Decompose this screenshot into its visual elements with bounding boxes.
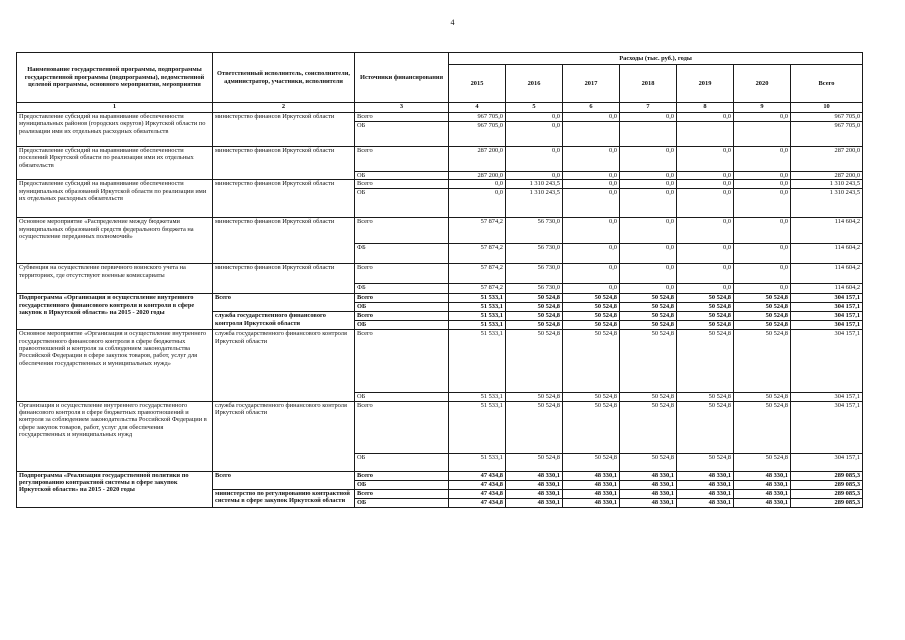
program-name-cell: Подпрограмма «Организация и осуществление внутреннего государственного финансового контроля и контроля в сфере закупок в Иркутской области» на 2015 - 2020 годы xyxy=(17,294,213,330)
amount-cell: 0,0 xyxy=(620,189,677,218)
table-row xyxy=(17,113,863,122)
total-cell: 304 157,1 xyxy=(791,312,863,321)
source-cell: ФБ xyxy=(355,284,449,294)
amount-cell: 51 533,1 xyxy=(449,393,506,401)
program-name-cell: Субвенция на осуществление первичного воинского учета на территориях, где отсутствуют военные комиссариаты xyxy=(17,264,213,294)
amount-cell: 48 330,1 xyxy=(677,489,734,498)
table-row xyxy=(17,218,863,244)
amount-cell: 50 524,8 xyxy=(677,393,734,401)
amount-cell: 0,0 xyxy=(734,172,791,180)
header-name: Наименование государственной программы, подпрограммы государственной программы (подпрограммы), ведомственной целевой программы, основного мероприятия, мероприятия xyxy=(17,53,213,103)
amount-cell: 50 524,8 xyxy=(677,321,734,330)
column-number: 6 xyxy=(563,103,620,113)
source-cell: ОБ xyxy=(355,498,449,507)
amount-cell: 48 330,1 xyxy=(620,471,677,480)
total-cell: 289 085,3 xyxy=(791,471,863,480)
amount-cell: 0,0 xyxy=(677,147,734,172)
amount-cell: 50 524,8 xyxy=(506,401,563,453)
amount-cell: 50 524,8 xyxy=(563,453,620,471)
amount-cell: 51 533,1 xyxy=(449,294,506,303)
header-year: 2017 xyxy=(563,65,620,103)
amount-cell: 48 330,1 xyxy=(734,471,791,480)
total-cell: 304 157,1 xyxy=(791,321,863,330)
amount-cell: 0,0 xyxy=(734,180,791,189)
total-cell: 967 705,0 xyxy=(791,122,863,147)
amount-cell: 48 330,1 xyxy=(563,498,620,507)
source-cell: ОБ xyxy=(355,453,449,471)
amount-cell: 0,0 xyxy=(734,284,791,294)
amount-cell: 0,0 xyxy=(677,189,734,218)
amount-cell: 1 310 243,5 xyxy=(506,189,563,218)
source-cell: ОБ xyxy=(355,480,449,489)
amount-cell: 967 705,0 xyxy=(449,113,506,122)
program-name-cell: Предоставление субсидий на выравнивание обеспеченности муниципальных районов (городских округов) Иркутской области по реализации ими их отдельных расходных обязательств xyxy=(17,113,213,147)
executor-cell: служба государственного финансового контроля Иркутской области xyxy=(213,401,355,471)
program-name-cell: Основное мероприятие «Распределение между бюджетами муниципальных образований средств федерального бюджета на осуществление переданных полномочий» xyxy=(17,218,213,264)
executor-cell: министерство финансов Иркутской области xyxy=(213,218,355,264)
source-cell: ОБ xyxy=(355,189,449,218)
executor-cell: министерство финансов Иркутской области xyxy=(213,147,355,180)
executor-cell: министерство финансов Иркутской области xyxy=(213,264,355,294)
amount-cell: 50 524,8 xyxy=(506,321,563,330)
financing-table xyxy=(16,52,863,508)
source-cell: Всего xyxy=(355,401,449,453)
amount-cell: 0,0 xyxy=(506,147,563,172)
amount-cell xyxy=(620,122,677,147)
amount-cell: 48 330,1 xyxy=(677,471,734,480)
column-number: 7 xyxy=(620,103,677,113)
column-number: 5 xyxy=(506,103,563,113)
amount-cell: 50 524,8 xyxy=(734,453,791,471)
source-cell: ОБ xyxy=(355,321,449,330)
amount-cell: 56 730,0 xyxy=(506,244,563,264)
amount-cell: 48 330,1 xyxy=(563,489,620,498)
amount-cell: 0,0 xyxy=(449,180,506,189)
amount-cell: 50 524,8 xyxy=(506,303,563,312)
amount-cell: 57 874,2 xyxy=(449,264,506,284)
amount-cell: 0,0 xyxy=(620,180,677,189)
total-cell: 304 157,1 xyxy=(791,294,863,303)
total-cell: 304 157,1 xyxy=(791,330,863,393)
executor-cell: министерство финансов Иркутской области xyxy=(213,180,355,218)
amount-cell: 0,0 xyxy=(620,172,677,180)
column-number: 10 xyxy=(791,103,863,113)
amount-cell: 50 524,8 xyxy=(734,401,791,453)
amount-cell: 0,0 xyxy=(620,264,677,284)
amount-cell: 57 874,2 xyxy=(449,244,506,264)
source-cell: Всего xyxy=(355,180,449,189)
amount-cell xyxy=(563,122,620,147)
amount-cell: 0,0 xyxy=(563,244,620,264)
total-cell: 304 157,1 xyxy=(791,453,863,471)
amount-cell: 48 330,1 xyxy=(734,489,791,498)
amount-cell: 48 330,1 xyxy=(506,471,563,480)
column-number: 3 xyxy=(355,103,449,113)
table-row xyxy=(17,471,863,480)
total-cell: 289 085,3 xyxy=(791,480,863,489)
executor-cell: министерство финансов Иркутской области xyxy=(213,113,355,147)
total-cell: 287 200,0 xyxy=(791,147,863,172)
amount-cell: 56 730,0 xyxy=(506,284,563,294)
program-name-cell: Предоставление субсидий на выравнивание обеспеченности поселений Иркутской области по реализации ими их отдельных обязательств xyxy=(17,147,213,180)
amount-cell: 0,0 xyxy=(563,113,620,122)
amount-cell: 50 524,8 xyxy=(563,294,620,303)
total-cell: 287 200,0 xyxy=(791,172,863,180)
amount-cell: 0,0 xyxy=(563,284,620,294)
amount-cell: 50 524,8 xyxy=(620,303,677,312)
total-cell: 1 310 243,5 xyxy=(791,189,863,218)
amount-cell: 287 200,0 xyxy=(449,172,506,180)
total-cell: 289 085,3 xyxy=(791,489,863,498)
amount-cell: 0,0 xyxy=(734,244,791,264)
source-cell: ФБ xyxy=(355,244,449,264)
amount-cell: 51 533,1 xyxy=(449,312,506,321)
column-number: 2 xyxy=(213,103,355,113)
amount-cell: 50 524,8 xyxy=(734,303,791,312)
column-number: 8 xyxy=(677,103,734,113)
source-cell: Всего xyxy=(355,264,449,284)
amount-cell: 0,0 xyxy=(734,113,791,122)
total-cell: 967 705,0 xyxy=(791,113,863,122)
amount-cell: 48 330,1 xyxy=(677,498,734,507)
amount-cell: 57 874,2 xyxy=(449,284,506,294)
amount-cell xyxy=(734,122,791,147)
amount-cell: 48 330,1 xyxy=(506,480,563,489)
amount-cell: 967 705,0 xyxy=(449,122,506,147)
amount-cell: 0,0 xyxy=(620,244,677,264)
source-cell: Всего xyxy=(355,312,449,321)
total-cell: 289 085,3 xyxy=(791,498,863,507)
amount-cell: 48 330,1 xyxy=(563,480,620,489)
header-source: Источники финансирования xyxy=(355,53,449,103)
total-cell: 1 310 243,5 xyxy=(791,180,863,189)
amount-cell: 50 524,8 xyxy=(506,312,563,321)
amount-cell: 0,0 xyxy=(506,172,563,180)
amount-cell: 50 524,8 xyxy=(620,312,677,321)
amount-cell: 51 533,1 xyxy=(449,453,506,471)
amount-cell: 50 524,8 xyxy=(620,401,677,453)
amount-cell: 47 434,8 xyxy=(449,489,506,498)
amount-cell: 50 524,8 xyxy=(734,294,791,303)
amount-cell: 0,0 xyxy=(449,189,506,218)
amount-cell: 48 330,1 xyxy=(506,489,563,498)
amount-cell: 50 524,8 xyxy=(563,393,620,401)
amount-cell: 50 524,8 xyxy=(506,294,563,303)
amount-cell: 48 330,1 xyxy=(734,480,791,489)
source-cell: Всего xyxy=(355,471,449,480)
amount-cell: 56 730,0 xyxy=(506,218,563,244)
table-row xyxy=(17,294,863,303)
amount-cell: 0,0 xyxy=(734,189,791,218)
amount-cell: 0,0 xyxy=(620,147,677,172)
source-cell: Всего xyxy=(355,294,449,303)
amount-cell: 0,0 xyxy=(734,264,791,284)
total-cell: 114 604,2 xyxy=(791,284,863,294)
amount-cell: 50 524,8 xyxy=(563,312,620,321)
amount-cell: 0,0 xyxy=(677,172,734,180)
amount-cell: 50 524,8 xyxy=(620,294,677,303)
header-year: 2015 xyxy=(449,65,506,103)
total-cell: 304 157,1 xyxy=(791,303,863,312)
source-cell: ОБ xyxy=(355,122,449,147)
executor-cell: министерство по регулированию контрактной системы в сфере закупок Иркутской области xyxy=(213,489,355,507)
table-row xyxy=(17,264,863,284)
amount-cell: 0,0 xyxy=(563,218,620,244)
program-name-cell: Предоставление субсидий на выравнивание обеспеченности муниципальных образований Иркутской области по реализации ими их отдельных расходных обязательств xyxy=(17,180,213,218)
source-cell: ОБ xyxy=(355,303,449,312)
amount-cell: 0,0 xyxy=(677,180,734,189)
header-executor: Ответственный исполнитель, соисполнители, администратор, участники, исполнители xyxy=(213,53,355,103)
amount-cell: 0,0 xyxy=(620,284,677,294)
column-number: 1 xyxy=(17,103,213,113)
amount-cell: 0,0 xyxy=(506,122,563,147)
executor-cell: служба государственного финансового контроля Иркутской области xyxy=(213,312,355,330)
total-cell: 114 604,2 xyxy=(791,264,863,284)
program-name-cell: Подпрограмма «Реализация государственной политики по регулированию контрактной системы в сфере закупок Иркутской области» на 2015 - 2020 годы xyxy=(17,471,213,507)
source-cell: Всего xyxy=(355,147,449,172)
amount-cell: 0,0 xyxy=(563,147,620,172)
amount-cell: 287 200,0 xyxy=(449,147,506,172)
amount-cell: 57 874,2 xyxy=(449,218,506,244)
program-name-cell: Организация и осуществление внутреннего государственного финансового контроля в сфере бюджетных правоотношений и контроля за соблюдением законодательства Российской Федерации в сфере закупок товаров, работ, услуг для обеспечения государственных и муниципальных нужд xyxy=(17,401,213,471)
total-cell: 114 604,2 xyxy=(791,244,863,264)
amount-cell: 0,0 xyxy=(734,147,791,172)
amount-cell: 0,0 xyxy=(677,244,734,264)
amount-cell: 0,0 xyxy=(677,113,734,122)
header-year: 2020 xyxy=(734,65,791,103)
header-year: 2019 xyxy=(677,65,734,103)
amount-cell: 50 524,8 xyxy=(563,330,620,393)
amount-cell: 0,0 xyxy=(620,218,677,244)
source-cell: Всего xyxy=(355,489,449,498)
amount-cell: 50 524,8 xyxy=(563,321,620,330)
total-cell: 304 157,1 xyxy=(791,393,863,401)
amount-cell: 0,0 xyxy=(620,113,677,122)
amount-cell: 50 524,8 xyxy=(620,393,677,401)
amount-cell: 50 524,8 xyxy=(734,393,791,401)
amount-cell: 0,0 xyxy=(563,189,620,218)
amount-cell: 50 524,8 xyxy=(677,453,734,471)
amount-cell: 50 524,8 xyxy=(677,312,734,321)
amount-cell: 0,0 xyxy=(677,264,734,284)
amount-cell: 51 533,1 xyxy=(449,303,506,312)
header-total: Всего xyxy=(791,65,863,103)
column-numbers-row xyxy=(17,103,863,113)
amount-cell: 50 524,8 xyxy=(620,453,677,471)
amount-cell: 56 730,0 xyxy=(506,264,563,284)
source-cell: Всего xyxy=(355,330,449,393)
total-cell: 114 604,2 xyxy=(791,218,863,244)
amount-cell: 50 524,8 xyxy=(677,330,734,393)
executor-cell: Всего xyxy=(213,471,355,489)
amount-cell: 0,0 xyxy=(563,172,620,180)
table-row xyxy=(17,180,863,189)
executor-cell: служба государственного финансового контроля Иркутской области xyxy=(213,330,355,401)
amount-cell: 48 330,1 xyxy=(620,480,677,489)
table-row xyxy=(17,401,863,453)
source-cell: ОБ xyxy=(355,393,449,401)
table-row xyxy=(17,147,863,172)
amount-cell: 48 330,1 xyxy=(506,498,563,507)
amount-cell: 47 434,8 xyxy=(449,480,506,489)
amount-cell: 0,0 xyxy=(677,284,734,294)
amount-cell: 50 524,8 xyxy=(677,303,734,312)
source-cell: Всего xyxy=(355,218,449,244)
amount-cell: 0,0 xyxy=(734,218,791,244)
amount-cell: 50 524,8 xyxy=(563,303,620,312)
table-row xyxy=(17,330,863,393)
amount-cell: 50 524,8 xyxy=(506,453,563,471)
amount-cell: 47 434,8 xyxy=(449,498,506,507)
amount-cell: 50 524,8 xyxy=(620,330,677,393)
amount-cell: 51 533,1 xyxy=(449,330,506,393)
header-expenses: Расходы (тыс. руб.), годы xyxy=(449,53,863,65)
total-cell: 304 157,1 xyxy=(791,401,863,453)
amount-cell: 50 524,8 xyxy=(506,330,563,393)
page-number: 4 xyxy=(450,18,455,27)
amount-cell: 48 330,1 xyxy=(620,489,677,498)
amount-cell: 0,0 xyxy=(563,180,620,189)
amount-cell: 48 330,1 xyxy=(563,471,620,480)
amount-cell: 48 330,1 xyxy=(677,480,734,489)
amount-cell: 47 434,8 xyxy=(449,471,506,480)
program-name-cell: Основное мероприятие «Организация и осуществление внутреннего государственного финансового контроля в сфере бюджетных правоотношений и контроля за соблюдением законодательства Российской Федерации в сфере закупок товаров, работ, услуг для обеспечения государственных и муниципальных нужд» xyxy=(17,330,213,401)
amount-cell: 48 330,1 xyxy=(734,498,791,507)
executor-cell: Всего xyxy=(213,294,355,312)
amount-cell: 51 533,1 xyxy=(449,321,506,330)
amount-cell: 0,0 xyxy=(506,113,563,122)
source-cell: ОБ xyxy=(355,172,449,180)
header-year: 2016 xyxy=(506,65,563,103)
source-cell: Всего xyxy=(355,113,449,122)
amount-cell: 50 524,8 xyxy=(677,294,734,303)
amount-cell: 50 524,8 xyxy=(734,330,791,393)
amount-cell xyxy=(677,122,734,147)
amount-cell: 48 330,1 xyxy=(620,498,677,507)
amount-cell: 50 524,8 xyxy=(563,401,620,453)
amount-cell: 51 533,1 xyxy=(449,401,506,453)
amount-cell: 0,0 xyxy=(677,218,734,244)
amount-cell: 50 524,8 xyxy=(734,321,791,330)
amount-cell: 50 524,8 xyxy=(734,312,791,321)
header-year: 2018 xyxy=(620,65,677,103)
amount-cell: 50 524,8 xyxy=(677,401,734,453)
amount-cell: 1 310 243,5 xyxy=(506,180,563,189)
amount-cell: 0,0 xyxy=(563,264,620,284)
amount-cell: 50 524,8 xyxy=(620,321,677,330)
column-number: 9 xyxy=(734,103,791,113)
column-number: 4 xyxy=(449,103,506,113)
amount-cell: 50 524,8 xyxy=(506,393,563,401)
